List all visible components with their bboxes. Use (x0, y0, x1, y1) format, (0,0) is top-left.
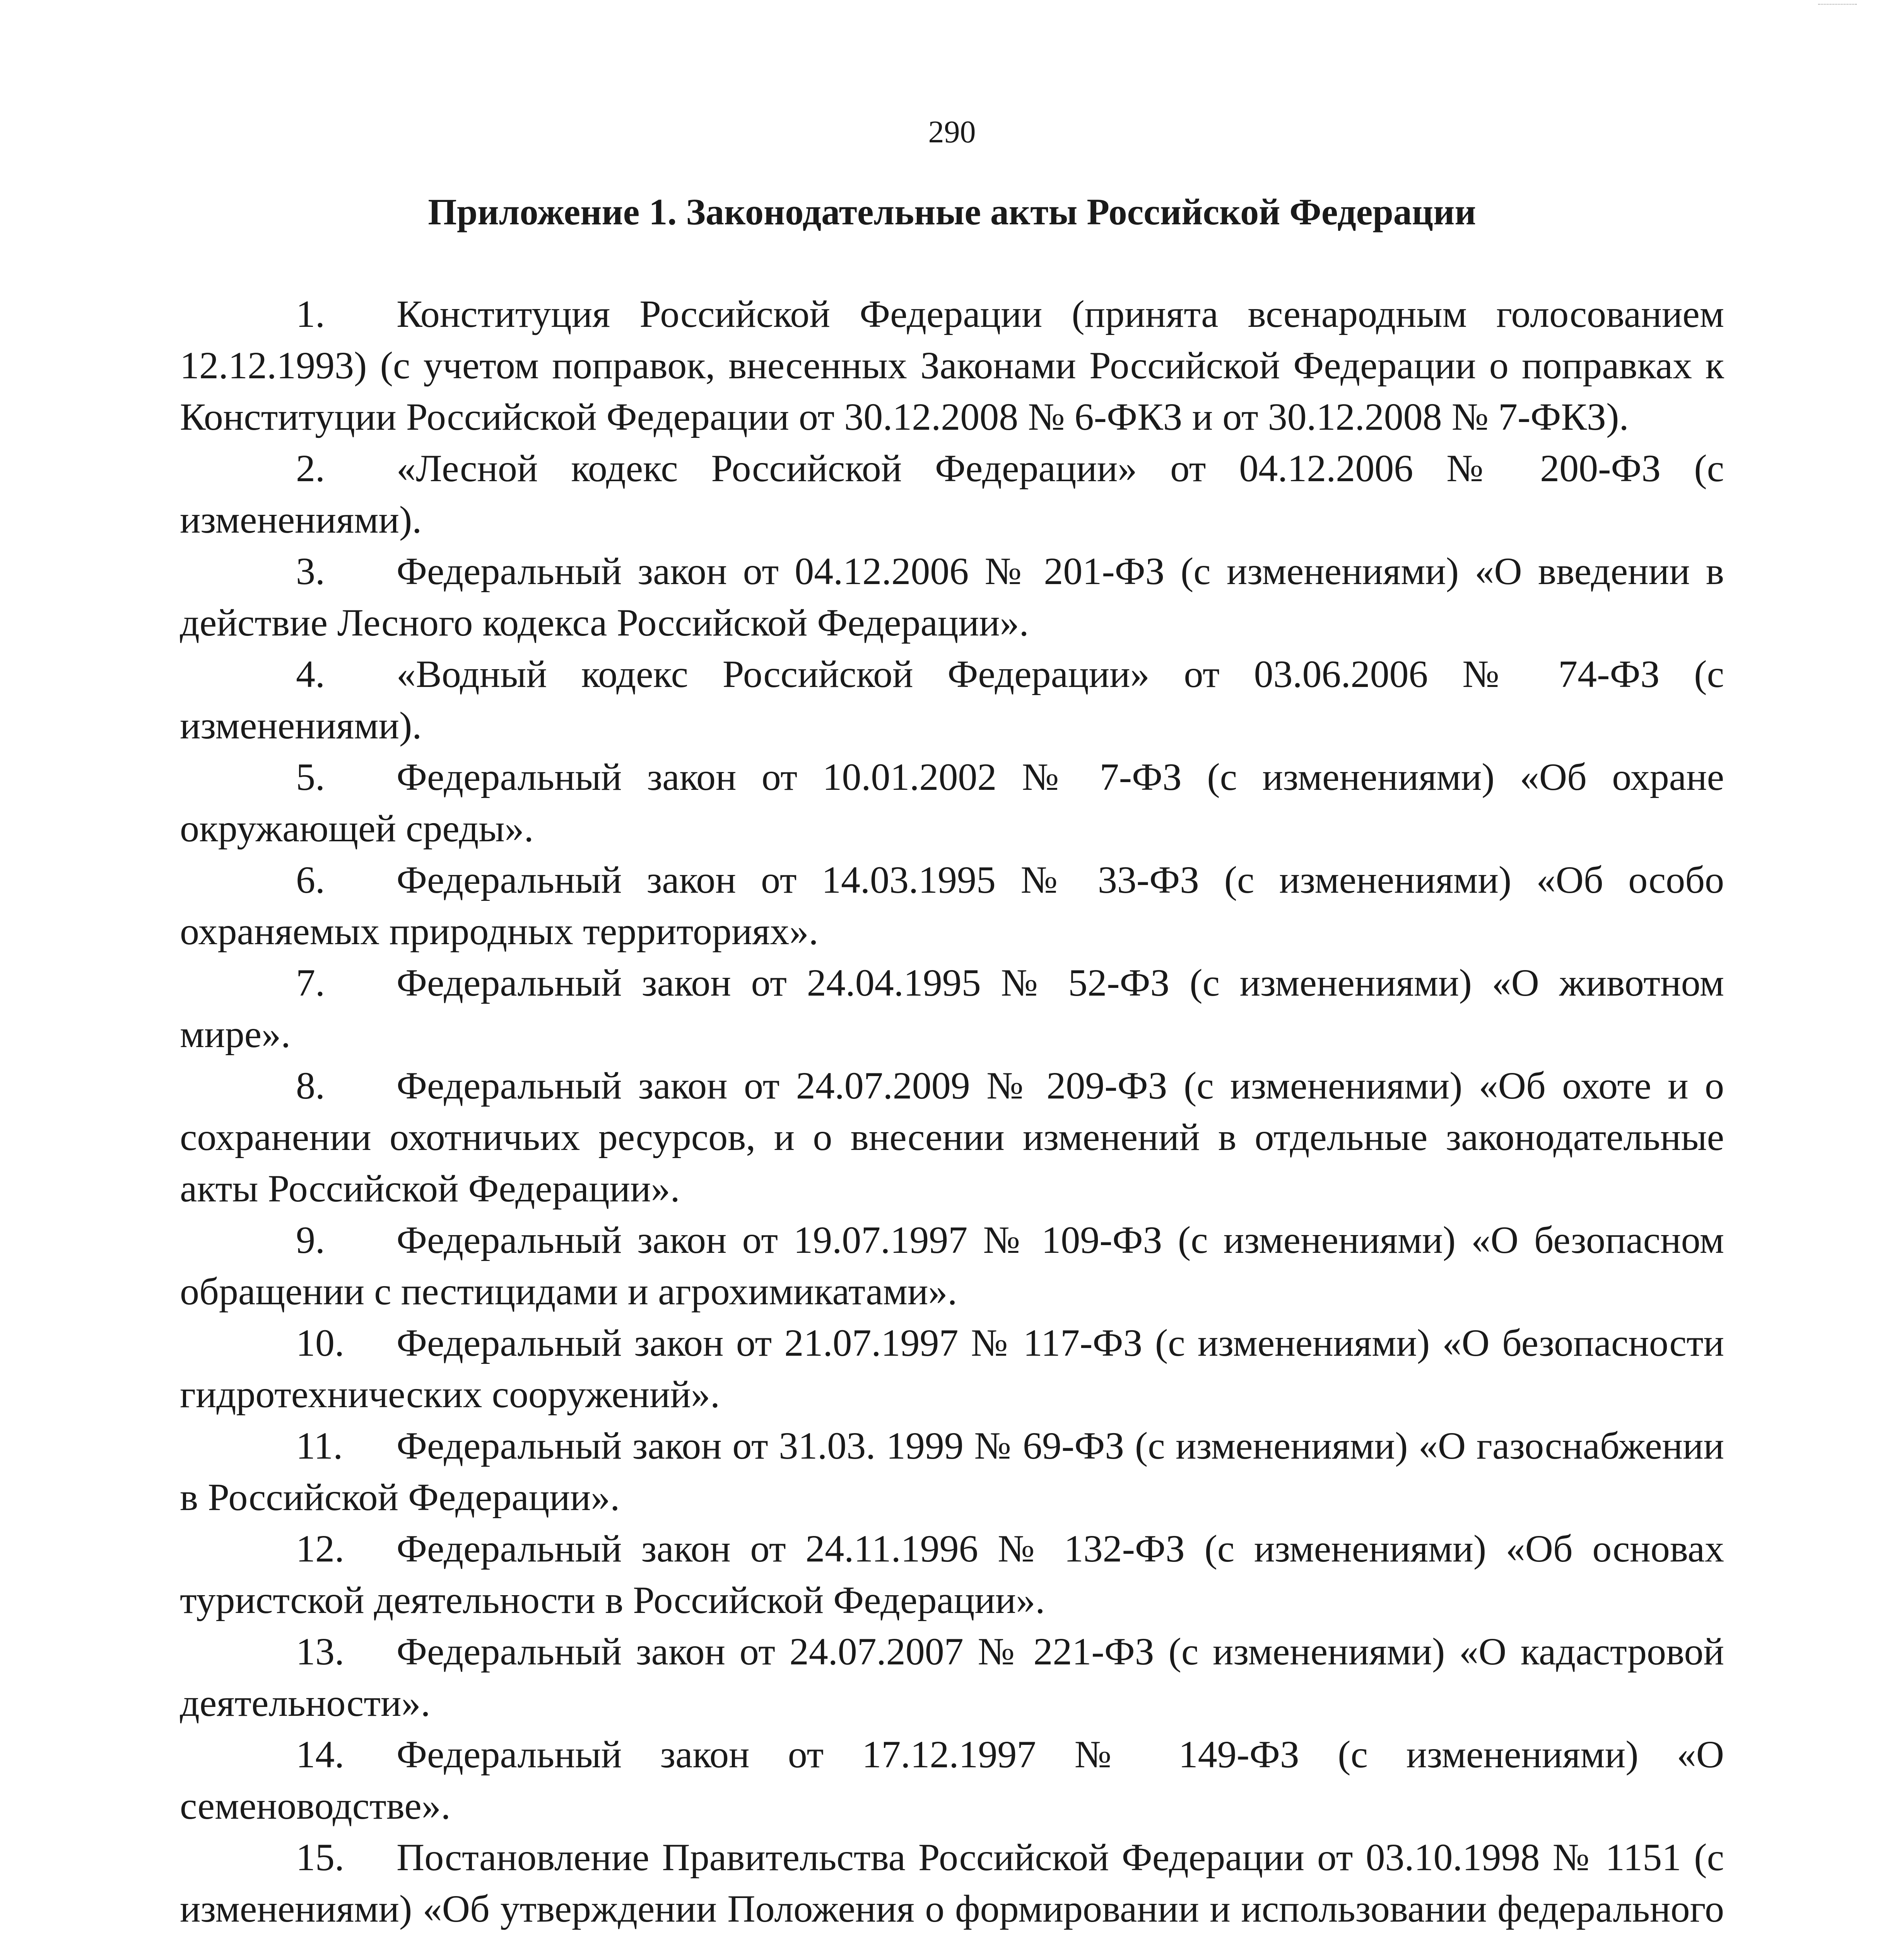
list-item (180, 854, 1724, 957)
list-item-text: «Водный кодекс Российской Федерации» от 03.06.2006 № 74-ФЗ (с изменениями). (180, 653, 1724, 747)
list-item-text: Федеральный закон от 04.12.2006 № 201-ФЗ (с изменениями) «О введении в действие Лесного кодекса Российской Федерации». (180, 550, 1724, 644)
list-item (180, 1214, 1724, 1317)
list-item-text: Федеральный закон от 24.04.1995 № 52-ФЗ (с изменениями) «О животном мире». (180, 961, 1724, 1056)
list-item-number: 14. (296, 1733, 344, 1776)
list-item-text: Федеральный закон от 14.03.1995 № 33-ФЗ (с изменениями) «Об особо охраняемых природных территориях». (180, 858, 1724, 953)
list-item-number: 3. (296, 550, 325, 593)
list-item-text: Федеральный закон от 21.07.1997 № 117-ФЗ (с изменениями) «О безопасности гидротехнических сооружений». (180, 1321, 1724, 1416)
list-item-number: 8. (296, 1064, 325, 1107)
list-item (180, 442, 1724, 545)
list-item-number: 1. (296, 292, 325, 335)
list-item-text: Федеральный закон от 19.07.1997 № 109-ФЗ (с изменениями) «О безопасном обращении с пестицидами и агрохимикатами». (180, 1218, 1724, 1313)
list-item-number: 11. (296, 1424, 343, 1467)
list-item (180, 1626, 1724, 1729)
list-item-number: 15. (296, 1836, 344, 1879)
list-item (180, 1420, 1724, 1523)
list-item-number: 12. (296, 1527, 344, 1570)
list-item-number: 9. (296, 1218, 325, 1261)
list-item (180, 1060, 1724, 1214)
list-item (180, 751, 1724, 854)
list-item-number: 7. (296, 961, 325, 1004)
list-item-number: 4. (296, 653, 325, 695)
legislation-list (180, 288, 1724, 1934)
list-item-text: Федеральный закон от 31.03. 1999 № 69-ФЗ (с изменениями) «О газоснабжении в Российской Федерации». (180, 1424, 1724, 1519)
scan-artifact (1818, 4, 1857, 7)
list-item-text: «Лесной кодекс Российской Федерации» от 04.12.2006 № 200-ФЗ (с изменениями). (180, 447, 1724, 541)
page-title: Приложение 1. Законодательные акты Российской Федерации (428, 191, 1476, 232)
list-item-text: Постановление Правительства Российской Федерации от 03.10.1998 № 1151 (с изменениями) «Об утверждении Положения о формировании и использовании федерального (180, 1836, 1724, 1930)
list-item-number: 6. (296, 858, 325, 901)
list-item-number: 2. (296, 447, 325, 490)
list-item-text: Федеральный закон от 17.12.1997 № 149-ФЗ (с изменениями) «О семеноводстве». (180, 1733, 1724, 1827)
list-item-text: Федеральный закон от 10.01.2002 № 7-ФЗ (с изменениями) «Об охране окружающей среды». (180, 755, 1724, 850)
list-item (180, 1523, 1724, 1626)
list-item-text: Федеральный закон от 24.07.2009 № 209-ФЗ (с изменениями) «Об охоте и о сохранении охотничьих ресурсов, и о внесении изменений в отдельные законодательные акты Российской Федерации». (180, 1064, 1724, 1210)
list-item (180, 1729, 1724, 1831)
list-item (180, 1831, 1724, 1934)
list-item (180, 648, 1724, 751)
list-item-number: 10. (296, 1321, 344, 1364)
list-item (180, 545, 1724, 648)
list-item-number: 13. (296, 1630, 344, 1673)
page-number: 290 (928, 114, 976, 149)
list-item-text: Федеральный закон от 24.07.2007 № 221-ФЗ (с изменениями) «О кадастровой деятельности». (180, 1630, 1724, 1724)
list-item (180, 1317, 1724, 1420)
list-item (180, 957, 1724, 1060)
list-item-text: Федеральный закон от 24.11.1996 № 132-ФЗ (с изменениями) «Об основах туристской деятельности в Российской Федерации». (180, 1527, 1724, 1621)
list-item-number: 5. (296, 755, 325, 798)
list-item-text: Конституция Российской Федерации (принята всенародным голосованием 12.12.1993) (с учетом поправок, внесенных Законами Российской Федерации о поправках к Конституции Российской Федерации от 30.12.2008 № 6-ФКЗ и от 30.12.2008 № 7-ФКЗ). (180, 292, 1724, 438)
list-item (180, 288, 1724, 442)
